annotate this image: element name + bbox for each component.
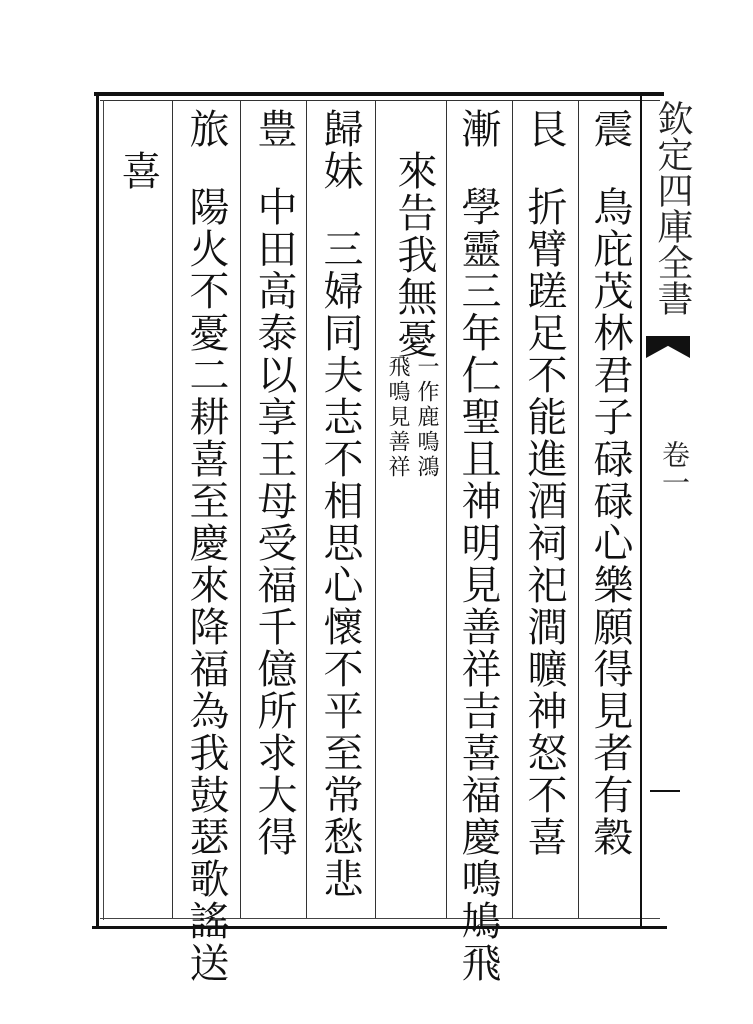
frame-right-border (640, 92, 642, 928)
frame-top-inner-border (100, 100, 660, 101)
hexagram-name: 艮 (521, 108, 567, 150)
column-divider (306, 100, 307, 918)
frame-top-border (94, 92, 664, 96)
annotation-line: 一作鹿鳴鴻 (414, 355, 439, 480)
text-column-continuation (390, 150, 438, 360)
column-divider (240, 100, 241, 918)
frame-left-inner-border (103, 100, 104, 920)
hexagram-name: 豊 (251, 108, 297, 150)
text-column (316, 108, 364, 900)
hexagram-name: 震 (587, 108, 633, 150)
column-divider (578, 100, 579, 918)
text-column (586, 108, 634, 858)
text-column-continuation (114, 150, 162, 192)
verse-text: 陽火不憂二耕喜至慶來降福為我鼓瑟歌謠送 (183, 186, 229, 984)
annotation-line: 飛鳴見善祥 (385, 355, 410, 480)
text-column (520, 108, 568, 858)
verse-text: 中田高泰以享王母受福千億所求大得 (251, 186, 297, 858)
verse-text: 三婦同夫志不相思心懷不平至常愁悲 (317, 228, 363, 900)
hexagram-name: 旅 (183, 108, 229, 150)
column-divider (172, 100, 173, 918)
verse-text: 鳥庇茂林君子碌碌心樂願得見者有穀 (587, 186, 633, 858)
frame-bottom-border (92, 926, 667, 929)
verse-text: 折臂蹉足不能進酒祠祀澗曠神怒不喜 (521, 186, 567, 858)
column-divider (375, 100, 376, 918)
fishtail-mark-icon (646, 336, 690, 358)
column-divider (512, 100, 513, 918)
text-column (182, 108, 230, 984)
hexagram-name: 漸 (455, 108, 501, 150)
book-title: 欽定四庫全書 (652, 100, 693, 316)
juan-label: 卷一 (658, 440, 691, 496)
text-column (454, 108, 502, 984)
frame-left-border (96, 92, 99, 928)
hexagram-name: 歸妹 (317, 108, 363, 192)
column-divider (446, 100, 447, 918)
margin-tick (650, 790, 680, 792)
text-column (250, 108, 298, 858)
verse-text: 學靈三年仁聖且神明見善祥吉喜福慶鳴鳩飛 (455, 186, 501, 984)
verse-text: 來告我無憂 (391, 150, 437, 360)
verse-text: 喜 (115, 150, 161, 192)
